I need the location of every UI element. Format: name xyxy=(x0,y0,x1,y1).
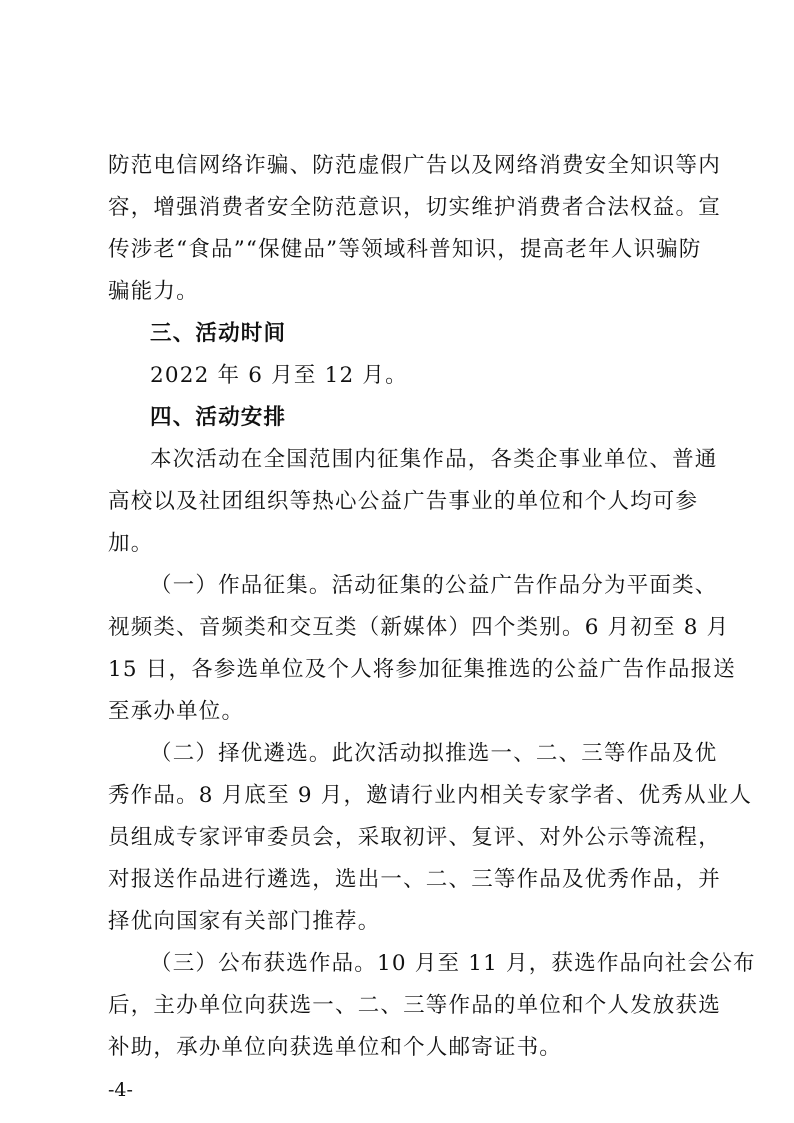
section-heading-3: 三、活动时间 xyxy=(150,321,287,346)
section-heading-4: 四、活动安排 xyxy=(150,405,287,430)
paragraph-line: 择优向国家有关部门推荐。 xyxy=(108,909,381,934)
paragraph-line: 视频类、音频类和交互类（新媒体）四个类别。6 月初至 8 月 xyxy=(108,615,730,640)
paragraph-line: （一）作品征集。活动征集的公益广告作品分为平面类、 xyxy=(150,573,718,598)
paragraph-line: 骗能力。 xyxy=(108,279,199,304)
paragraph-line: 后，主办单位向获选一、二、三等作品的单位和个人发放获选 xyxy=(108,993,721,1018)
paragraph-line: 员组成专家评审委员会，采取初评、复评、对外公示等流程， xyxy=(108,825,721,850)
paragraph-line: 本次活动在全国范围内征集作品，各类企事业单位、普通 xyxy=(150,447,718,472)
paragraph-line: 防范电信网络诈骗、防范虚假广告以及网络消费安全知识等内 xyxy=(108,153,721,178)
paragraph-line: （三）公布获选作品。10 月至 11 月，获选作品向社会公布 xyxy=(150,951,756,976)
paragraph-line: 传涉老“食品”“保健品”等领域科普知识，提高老年人识骗防 xyxy=(108,237,702,262)
paragraph-line: 补助，承办单位向获选单位和个人邮寄证书。 xyxy=(108,1035,563,1060)
paragraph-line: 容，增强消费者安全防范意识，切实维护消费者合法权益。宣 xyxy=(108,195,721,220)
paragraph-line: 秀作品。8 月底至 9 月，邀请行业内相关专家学者、优秀从业人 xyxy=(108,783,753,808)
paragraph-line: 15 日，各参选单位及个人将参加征集推选的公益广告作品报送 xyxy=(108,657,736,682)
paragraph-line: 高校以及社团组织等热心公益广告事业的单位和个人均可参 xyxy=(108,489,699,514)
paragraph-line: 2022 年 6 月至 12 月。 xyxy=(150,363,408,388)
paragraph-line: 加。 xyxy=(108,531,154,556)
paragraph-line: 至承办单位。 xyxy=(108,699,245,724)
paragraph-line: 对报送作品进行遴选，选出一、二、三等作品及优秀作品，并 xyxy=(108,867,721,892)
page-number: -4- xyxy=(108,1079,133,1101)
paragraph-line: （二）择优遴选。此次活动拟推选一、二、三等作品及优 xyxy=(150,741,718,766)
